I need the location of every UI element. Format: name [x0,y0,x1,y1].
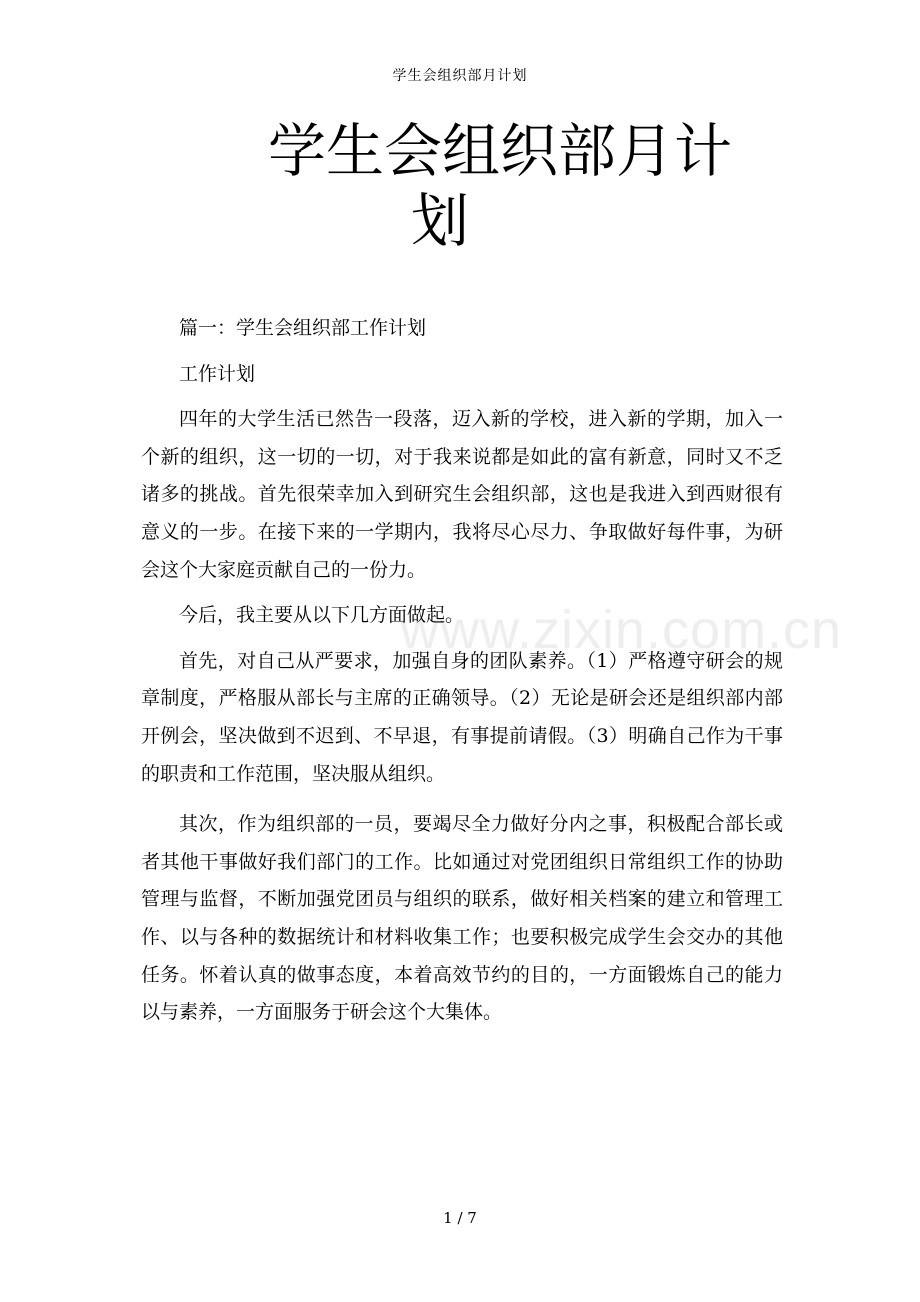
paragraph-second-point: 其次，作为组织部的一员，要竭尽全力做好分内之事，积极配合部长或者其他干事做好我们部门的工作。比如通过对党团组织日常组织工作的协助管理与监督，不断加强党团员与组织的联系，做好相关档案的建立和管理工作、以与各种的数据统计和材料收集工作；也要积极完成学生会交办的其他任务。怀着认真的做事态度，本着高效节约的目的，一方面锻炼自己的能力以与素养，一方面服务于研会这个大集体。 [141,813,783,1024]
document-title [200,116,800,256]
document-title-line-2: 划 [410,187,469,255]
paragraph-intro: 四年的大学生活已然告一段落，迈入新的学校，进入新的学期，加入一个新的组织，这一切的一切，对于我来说都是如此的富有新意，同时又不乏诸多的挑战。首先很荣幸加入到研究生会组织部，这也是我进入到西财很有意义的一步。在接下来的一学期内，我将尽心尽力、争取做好每件事，为研会这个大家庭贡献自己的一份力。 [141,408,783,581]
document-body [141,310,783,1032]
document-title-line-1: 学生会组织部月计 [267,117,732,185]
paragraph-outline: 今后，我主要从以下几方面做起。 [179,604,465,627]
page-number: 1 / 7 [443,1209,477,1227]
watermark: www.zixin.com.cn [400,600,843,660]
subheading: 工作计划 [179,362,256,385]
section-heading: 篇一：学生会组织部工作计划 [179,317,427,339]
running-header: 学生会组织部月计划 [392,68,528,84]
paragraph-first-point: 首先，对自己从严要求，加强自身的团队素养。（1）严格遵守研会的规章制度，严格服从部长与主席的正确领导。（2）无论是研会还是组织部内部开例会，坚决做到不迟到、不早退，有事提前请假。（3）明确自己作为干事的职责和工作范围，坚决服从组织。 [141,649,783,785]
